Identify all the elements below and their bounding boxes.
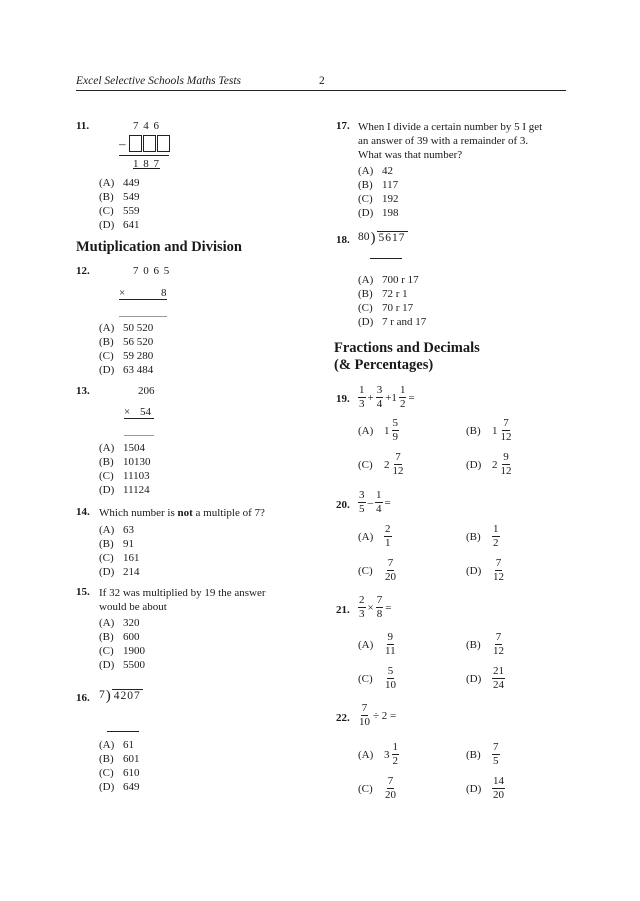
q13-operator: × (124, 406, 131, 418)
option-a[interactable]: (A) 1504 (99, 442, 145, 454)
option-b[interactable]: (B) 601 (99, 753, 140, 765)
fraction: $\frac{7}{12}$ (392, 451, 404, 477)
option-d[interactable]: (D) 63 484 (99, 364, 154, 376)
option-a[interactable]: (A) 50 520 (99, 322, 154, 334)
option-b[interactable]: (B) $\frac{7}{5}$ (466, 741, 499, 767)
fraction: $\frac{2}{3}$ (359, 594, 365, 620)
fraction: $\frac{7}{8}$ (376, 594, 383, 620)
minus-sign: – (119, 135, 126, 151)
fraction: $\frac{7}{20}$ (385, 557, 396, 583)
option-c[interactable]: (C) $\frac{7}{20}$ (358, 557, 396, 583)
fraction: $\frac{1}{2}$ (392, 741, 398, 767)
q20-expression: $\frac{3}{5}$ – $\frac{1}{4}$ = (359, 489, 391, 515)
option-d[interactable]: (D) 11124 (99, 484, 150, 496)
question-number-19: 19. (336, 393, 350, 405)
divisor: 80 (358, 231, 370, 243)
option-d[interactable]: (D) 5500 (99, 659, 145, 671)
fraction: $\frac{9}{12}$ (500, 451, 512, 477)
division-bracket: ) (370, 230, 376, 246)
option-d[interactable]: (D) $\frac{21}{24}$ (466, 665, 504, 691)
question-number-11: 11. (76, 120, 90, 132)
q15-stem-line2: would be about (99, 601, 167, 613)
question-number-17: 17. (336, 120, 350, 132)
blank-digit-box (157, 135, 170, 152)
fraction: $\frac{9}{11}$ (385, 631, 396, 657)
section-heading-fractions-line2: (& Percentages) (334, 357, 434, 373)
option-c[interactable]: (C) $\frac{7}{20}$ (358, 775, 396, 801)
page-number: 2 (319, 75, 325, 87)
blank-digit-box (143, 135, 156, 152)
fraction: $\frac{7}{12}$ (500, 417, 512, 443)
q11-answer-rule (119, 155, 169, 156)
q17-options (358, 164, 399, 220)
fraction: $\frac{5}{9}$ (392, 417, 398, 443)
q12-underline (119, 299, 167, 300)
q13-multiplier: 54 (140, 406, 151, 418)
fraction: $\frac{7}{12}$ (493, 557, 504, 583)
option-d[interactable]: (D) $\frac{14}{20}$ (466, 775, 504, 801)
q13-underline (124, 418, 154, 419)
option-c[interactable]: (C) 610 (99, 767, 140, 779)
q22-expression: $\frac{7}{10}$ ÷ 2 = (359, 702, 397, 728)
q15-options (99, 616, 145, 672)
fraction: $\frac{7}{12}$ (493, 631, 504, 657)
header-rule (76, 90, 566, 91)
question-number-16: 16. (76, 692, 90, 704)
q13-multiplicand: 206 (138, 385, 155, 397)
option-d[interactable]: (D) 649 (99, 781, 140, 793)
option-b[interactable]: (B) 1 $\frac{7}{12}$ (466, 417, 512, 443)
q18-options (358, 273, 426, 329)
option-d[interactable]: (D) 2 $\frac{9}{12}$ (466, 451, 512, 477)
option-b[interactable]: (B) 10130 (99, 456, 151, 468)
q16-answer-rule (107, 731, 139, 732)
option-a[interactable]: (A) 700 r 17 (358, 274, 419, 286)
q12-multiplicand: 7 0 6 5 (133, 265, 171, 277)
fraction: $\frac{1}{4}$ (376, 489, 382, 515)
q11-options (99, 176, 140, 232)
q13-answer-rule (124, 435, 154, 436)
q15-stem-line1: If 32 was multiplied by 19 the answer (99, 587, 266, 599)
q16-long-division (99, 689, 143, 703)
question-number-22: 22. (336, 712, 350, 724)
option-b[interactable]: (B) $\frac{1}{2}$ (466, 523, 499, 549)
fraction: $\frac{3}{5}$ (359, 489, 365, 515)
option-c[interactable]: (C) 70 r 17 (358, 302, 414, 314)
question-number-18: 18. (336, 234, 350, 246)
fraction: $\frac{5}{10}$ (385, 665, 396, 691)
option-a[interactable]: (A) 42 (358, 165, 393, 177)
option-b[interactable]: (B) $\frac{7}{12}$ (466, 631, 504, 657)
option-b[interactable]: (B) 72 r 1 (358, 288, 408, 300)
section-heading-multiplication-division: Mutiplication and Division (76, 239, 242, 255)
option-a[interactable]: (A) 61 (99, 739, 134, 751)
option-d[interactable]: (D) $\frac{7}{12}$ (466, 557, 504, 583)
option-a[interactable]: (A) $\frac{9}{11}$ (358, 631, 396, 657)
option-c[interactable]: (C) 161 (99, 552, 140, 564)
fraction: $\frac{2}{1}$ (385, 523, 391, 549)
q17-stem-line2: an answer of 39 with a remainder of 3. (358, 135, 529, 147)
option-a[interactable]: (A) 63 (99, 524, 134, 536)
q12-answer-rule (119, 316, 167, 317)
question-number-14: 14. (76, 506, 90, 518)
option-a[interactable]: (A) 1 $\frac{5}{9}$ (358, 417, 398, 443)
fraction: $\frac{1}{2}$ (399, 384, 406, 410)
question-number-13: 13. (76, 385, 90, 397)
fraction: $\frac{7}{5}$ (493, 741, 499, 767)
option-c[interactable]: (C) 2 $\frac{7}{12}$ (358, 451, 404, 477)
option-c[interactable]: (C) 192 (358, 193, 399, 205)
option-a[interactable]: (A) $\frac{2}{1}$ (358, 523, 391, 549)
question-number-12: 12. (76, 265, 90, 277)
q14-options (99, 523, 140, 579)
q12-options (99, 321, 153, 377)
q11-subtrahend-boxes (119, 135, 171, 152)
option-d[interactable]: (D) 641 (99, 219, 140, 231)
option-a[interactable]: (A) 449 (99, 177, 140, 189)
q12-operator: × (119, 287, 126, 299)
option-d[interactable]: (D) 7 r and 17 (358, 316, 427, 328)
q18-long-division (358, 231, 408, 245)
section-heading-fractions-line1: Fractions and Decimals (334, 340, 480, 356)
q19-expression: $\frac{1}{3}$ + $\frac{3}{4}$ +1 $\frac{1}{2}$ = (359, 384, 415, 410)
fraction: $\frac{3}{4}$ (376, 384, 383, 410)
option-b[interactable]: (B) 117 (358, 179, 399, 191)
option-c[interactable]: (C) 59 280 (99, 350, 154, 362)
running-header-title: Excel Selective Schools Maths Tests (76, 75, 242, 87)
fraction: $\frac{1}{2}$ (493, 523, 499, 549)
divisor: 7 (99, 689, 105, 701)
q17-stem-line3: What was that number? (358, 149, 463, 161)
option-b[interactable]: (B) 91 (99, 538, 134, 550)
option-d[interactable]: (D) 214 (99, 566, 140, 578)
q11-difference: 1 8 7 (133, 158, 160, 170)
q16-options (99, 738, 140, 794)
option-c[interactable]: (C) 11103 (99, 470, 150, 482)
q18-answer-rule (370, 258, 402, 259)
q17-stem-line1: When I divide a certain number by 5 I get (358, 121, 543, 133)
dividend: 5617 (378, 232, 406, 244)
division-bracket: ) (105, 688, 111, 704)
question-number-21: 21. (336, 604, 350, 616)
option-b[interactable]: (B) 600 (99, 631, 140, 643)
option-a[interactable]: (A) 3 $\frac{1}{2}$ (358, 741, 398, 767)
q12-multiplier: 8 (161, 287, 167, 299)
question-number-15: 15. (76, 586, 90, 598)
fraction: $\frac{1}{3}$ (359, 384, 365, 410)
dividend: 4207 (113, 690, 141, 702)
q21-expression: $\frac{2}{3}$ × $\frac{7}{8}$ = (359, 594, 392, 620)
q14-stem: Which number is not a multiple of 7? (99, 507, 265, 519)
blank-digit-box (129, 135, 142, 152)
option-c[interactable]: (C) 559 (99, 205, 140, 217)
option-d[interactable]: (D) 198 (358, 207, 399, 219)
fraction: $\frac{21}{24}$ (493, 665, 504, 691)
q11-minuend: 7 4 6 (133, 120, 160, 132)
option-b[interactable]: (B) 56 520 (99, 336, 154, 348)
question-number-20: 20. (336, 499, 350, 511)
fraction: $\frac{7}{20}$ (385, 775, 396, 801)
q13-options (99, 441, 151, 497)
fraction: $\frac{14}{20}$ (493, 775, 504, 801)
option-c[interactable]: (C) $\frac{5}{10}$ (358, 665, 396, 691)
option-b[interactable]: (B) 549 (99, 191, 140, 203)
fraction: $\frac{7}{10}$ (359, 702, 370, 728)
option-a[interactable]: (A) 320 (99, 617, 140, 629)
option-c[interactable]: (C) 1900 (99, 645, 145, 657)
